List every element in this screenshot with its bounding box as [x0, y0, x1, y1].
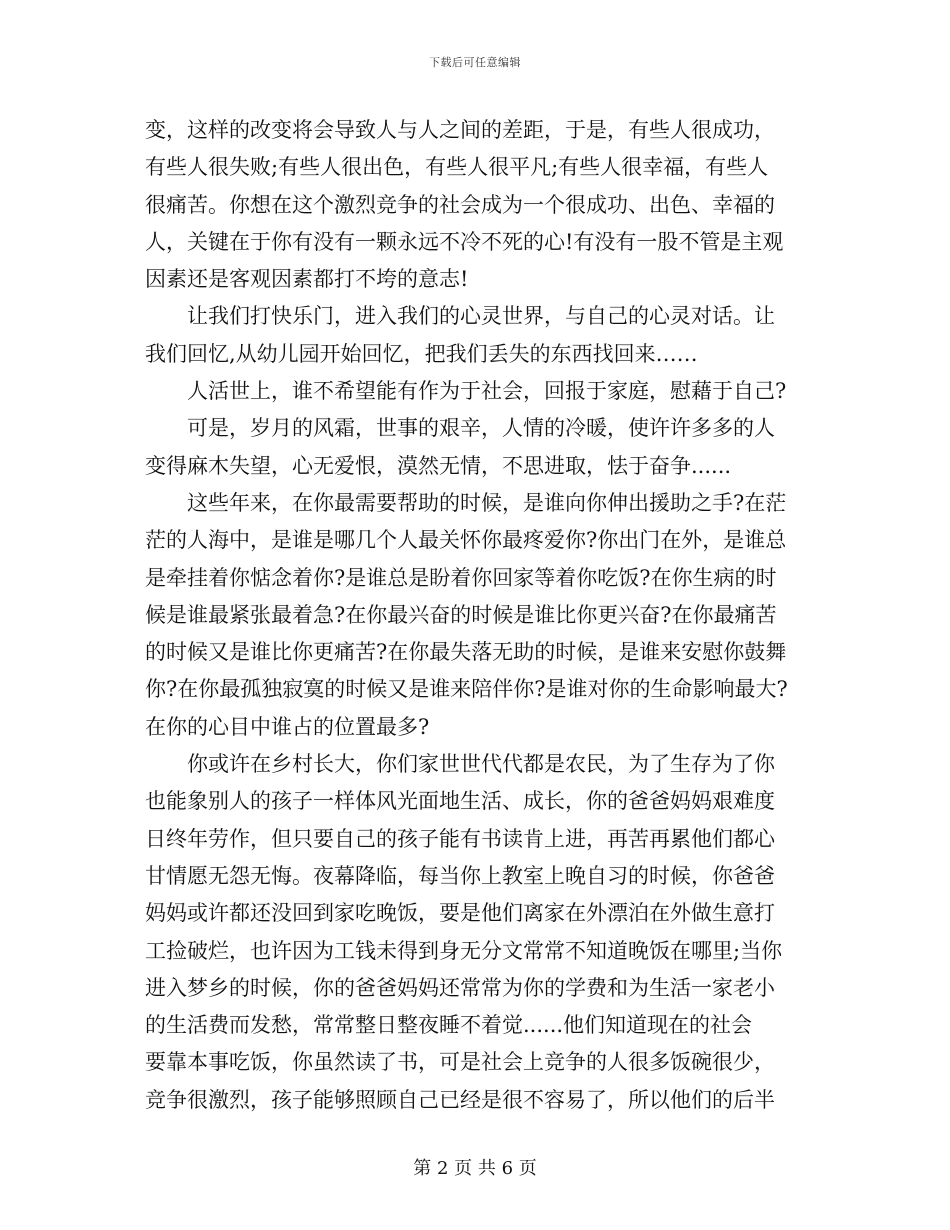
text-line: 也能象别人的孩子一样体风光面地生活、成长，你的爸爸妈妈艰难度: [145, 789, 775, 814]
text-line: 在你的心目中谁占的位置最多?: [145, 714, 430, 739]
page-footer: 第 2 页 共 6 页: [413, 1158, 537, 1179]
text-line: 你或许在乡村长大，你们家世世代代都是农民，为了生存为了你: [187, 752, 775, 777]
text-line: 有些人很失败;有些人很出色，有些人很平凡;有些人很幸福，有些人: [145, 155, 769, 180]
text-line: 因素还是客观因素都打不垮的意志!: [145, 267, 469, 292]
text-line: 日终年劳作，但只要自己的孩子能有书读肯上进，再苦再累他们都心: [145, 826, 775, 851]
text-line: 让我们打快乐门，进入我们的心灵世界，与自己的心灵对话。让: [187, 304, 775, 329]
text-line: 变，这样的改变将会导致人与人之间的差距，于是，有些人很成功，: [145, 118, 775, 142]
text-line: 人活世上，谁不希望能有作为于社会，回报于家庭，慰藉于自己?: [187, 379, 787, 404]
text-line: 妈妈或许都还没回到家吃晚饭，要是他们离家在外漂泊在外做生意打: [145, 901, 775, 926]
text-line: 的生活费而发愁，常常整日整夜睡不着觉......他们知道现在的社会: [145, 1013, 753, 1038]
text-line: 要靠本事吃饭，你虽然读了书，可是社会上竞争的人很多饭碗很少，: [145, 1050, 775, 1075]
text-line: 可是，岁月的风霜，世事的艰辛，人情的冷暖，使许许多多的人: [187, 416, 775, 441]
text-line: 变得麻木失望，心无爱恨，漠然无情，不思进取，怯于奋争......: [145, 453, 732, 478]
text-line: 人，关键在于你有没有一颗永远不冷不死的心!有没有一股不管是主观: [145, 229, 784, 254]
text-line: 是牵挂着你惦念着你?是谁总是盼着你回家等着你吃饭?在你生病的时: [145, 565, 777, 590]
text-line: 这些年来，在你最需要帮助的时候，是谁向你伸出援助之手?在茫: [187, 490, 787, 515]
text-line: 候是谁最紧张最着急?在你最兴奋的时候是谁比你更兴奋?在你最痛苦: [145, 602, 777, 627]
text-line: 很痛苦。你想在这个激烈竞争的社会成为一个很成功、出色、幸福的: [145, 192, 775, 217]
text-line: 茫的人海中，是谁是哪几个人最关怀你最疼爱你?你出门在外，是谁总: [145, 528, 787, 553]
text-line: 我们回忆,从幼儿园开始回忆，把我们丢失的东西找回来……: [145, 341, 698, 366]
text-line: 工捡破烂，也许因为工钱未得到身无分文常常不知道晚饭在哪里;当你: [145, 938, 783, 963]
page-header: 下载后可任意编辑: [429, 56, 521, 69]
text-line: 竞争很激烈，孩子能够照顾自己已经是很不容易了，所以他们的后半: [145, 1087, 775, 1112]
text-line: 你?在你最孤独寂寞的时候又是谁来陪伴你?是谁对你的生命影响最大?: [145, 677, 788, 702]
text-line: 甘情愿无怨无悔。夜幕降临，每当你上教室上晚自习的时候，你爸爸: [145, 863, 775, 888]
body-text: [145, 112, 805, 1119]
text-line: 的时候又是谁比你更痛苦?在你最失落无助的时候，是谁来安慰你鼓舞: [145, 640, 787, 665]
text-line: 进入梦乡的时候，你的爸爸妈妈还常常为你的学费和为生活一家老小: [145, 975, 775, 1000]
